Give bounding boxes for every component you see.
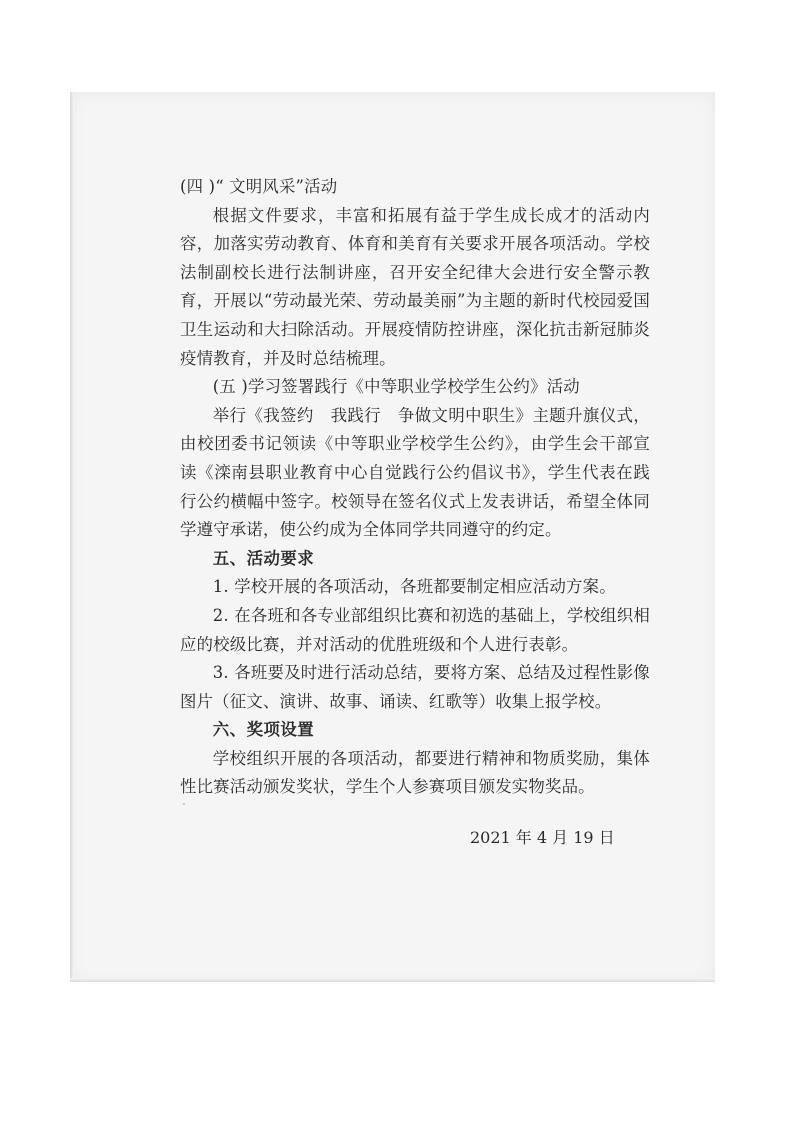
- section-five-body: 举行《我签约 我践行 争做文明中职生》主题升旗仪式，由校团委书记领读《中等职业学校学生公约》，由学生会干部宣读《滦南县职业教育中心自觉践行公约倡议书》，学生代表在践行公约横幅中签字。校领导在签名仪式上发表讲话，希望全体同学遵守承诺，使公约成为全体同学共同遵守的约定。: [180, 405, 650, 540]
- awards-heading: 六、奖项设置: [212, 720, 315, 740]
- section-four-title: (四 )“ 文明风采”活动: [180, 177, 338, 196]
- requirement-item: 2. 在各班和各专业部组织比赛和初选的基础上，学校组织相应的校级比赛，并对活动的优胜班级和个人进行表彰。: [180, 605, 650, 654]
- section-five-title: (五 )学习签署践行《中等职业学校学生公约》活动: [212, 377, 580, 397]
- scan-edge-left: [70, 92, 74, 982]
- awards-body: 学校组织开展的各项活动，都要进行精神和物质奖励，集体性比赛活动颁发奖状，学生个人参赛项目颁发实物奖品。: [180, 748, 650, 797]
- document-body: [180, 173, 650, 802]
- document-date: 2021 年 4 月 19 日: [470, 828, 615, 847]
- requirement-item: 1. 学校开展的各项活动，各班都要制定相应活动方案。: [212, 577, 616, 597]
- scan-speck: [183, 803, 185, 805]
- scan-edge-bottom: [70, 978, 715, 982]
- section-four-body: 根据文件要求，丰富和拓展有益于学生成长成才的活动内容，加落实劳动教育、体育和美育有关要求开展各项活动。学校法制副校长进行法制讲座，召开安全纪律大会进行安全警示教育，开展以“劳动最光荣、劳动最美丽”为主题的新时代校园爱国卫生运动和大扫除活动。开展疫情防控讲座，深化抗击新冠肺炎疫情教育，并及时总结梳理。: [180, 205, 650, 368]
- activity-requirements-heading: 五、活动要求: [212, 548, 315, 568]
- requirement-item: 3. 各班要及时进行活动总结，要将方案、总结及过程性影像图片（征文、演讲、故事、诵读、红歌等）收集上报学校。: [180, 663, 650, 711]
